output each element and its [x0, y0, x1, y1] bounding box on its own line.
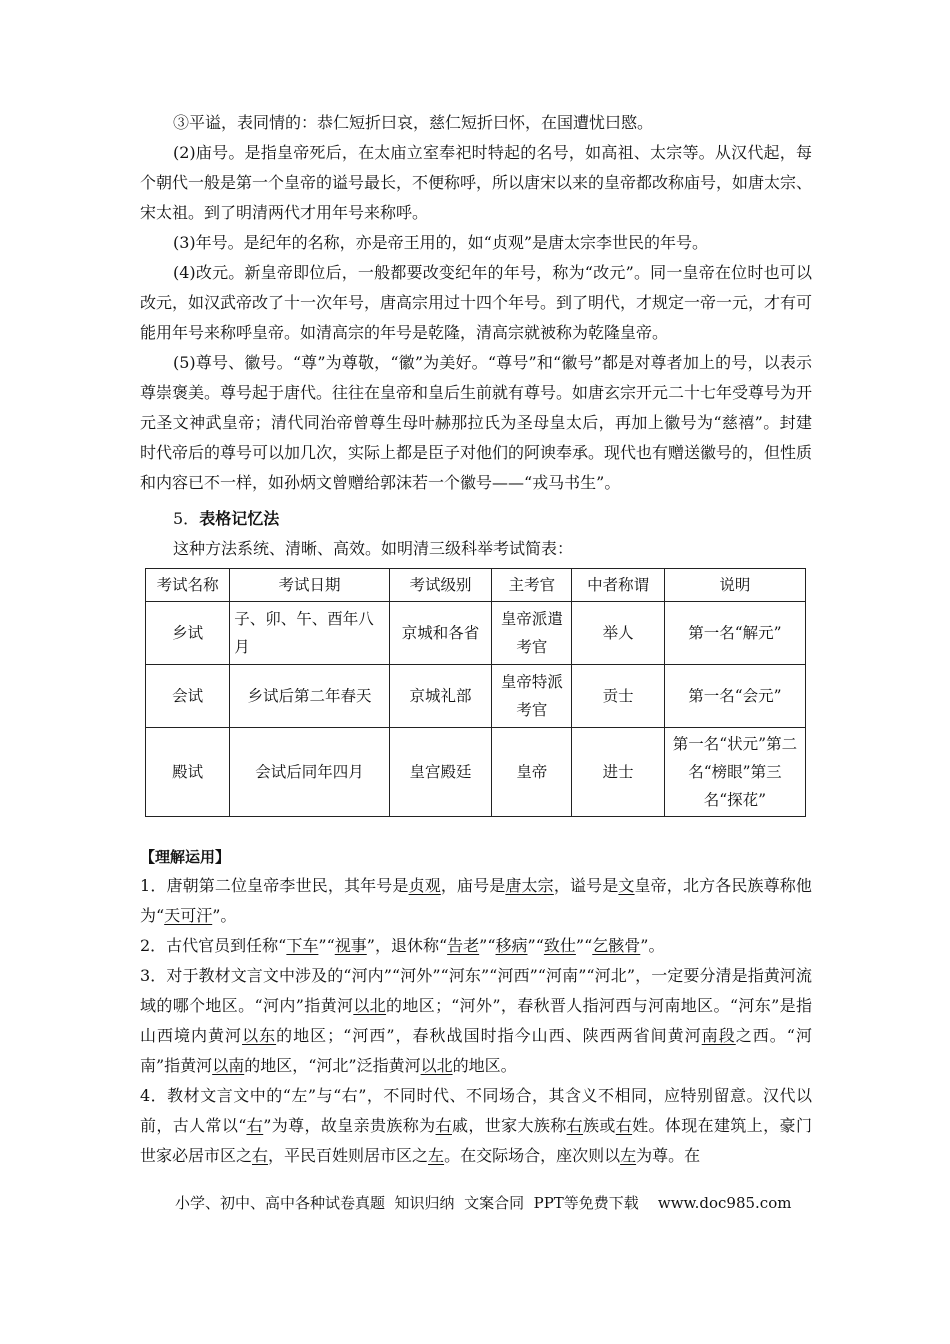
question-3: 3．对于教材文言文中涉及的“河内”“河外”“河东”“河西”“河南”“河北”，一定要分清是指黄河流域的哪个地区。“河内”指黄河以北的地区；“河外”，春秋晋人指河西与河南地区。“河东”是指山西境内黄河以东的地区；“河西”，春秋战国时指今山西、陕西两省间黄河南段之西。“河南”指黄河以南的地区，“河北”泛指黄河以北的地区。	[140, 966, 812, 1075]
table-cell: 皇帝特派考官	[492, 665, 572, 728]
answer-blank: 移病	[495, 936, 528, 955]
table-cell: 贡士	[572, 665, 664, 728]
answer-blank: 下车	[286, 936, 319, 955]
table-cell: 会试后同年四月	[230, 728, 389, 817]
table-header: 说明	[664, 569, 805, 602]
section-5-label: 表格记忆法	[199, 509, 280, 528]
section-5-intro: 这种方法系统、清晰、高效。如明清三级科举考试简表：	[173, 539, 574, 558]
answer-blank: 以北	[420, 1056, 453, 1075]
answer-blank: 右	[246, 1116, 264, 1135]
answer-blank: 右	[566, 1116, 583, 1135]
table-row	[146, 665, 806, 728]
answer-blank: 以南	[212, 1056, 245, 1075]
table-header: 考试名称	[146, 569, 230, 602]
table-cell: 第一名“状元”第二名“榜眼”第三名“探花”	[664, 728, 805, 817]
section-5-title	[140, 504, 812, 534]
answer-blank: 致仕	[543, 936, 576, 955]
paragraph-miaohao: (2)庙号。是指皇帝死后，在太庙立室奉祀时特起的名号，如高祖、太宗等。从汉代起，每个朝代一般是第一个皇帝的谥号最长，不便称呼，所以唐宋以来的皇帝都改称庙号，如唐太宗、宋太祖。到了明清两代才用年号来称呼。	[140, 143, 813, 222]
table-cell: 会试	[146, 665, 230, 728]
table-cell: 殿试	[146, 728, 230, 817]
document-body	[140, 108, 812, 1171]
answer-blank: 南段	[701, 1026, 736, 1045]
answer-blank: 贞观	[408, 876, 441, 895]
answer-blank: 以东	[242, 1026, 277, 1045]
section-5-number: 5．	[173, 509, 200, 528]
table-cell: 皇帝派遣考官	[492, 602, 572, 665]
table-cell: 乡试后第二年春天	[230, 665, 389, 728]
paragraph-gaiyuan: (4)改元。新皇帝即位后，一般都要改变纪年的年号，称为“改元”。同一皇帝在位时也可以改元，如汉武帝改了十一次年号，唐高宗用过十四个年号。到了明代，才规定一帝一元，才有可能用年号来称呼皇帝。如清高宗的年号是乾隆，清高宗就被称为乾隆皇帝。	[140, 263, 813, 342]
table-cell: 举人	[572, 602, 664, 665]
answer-blank: 左	[428, 1146, 445, 1165]
table-row	[146, 728, 806, 817]
table-header: 中者称谓	[572, 569, 664, 602]
table-header: 主考官	[492, 569, 572, 602]
table-row	[146, 602, 806, 665]
question-1: 1．唐朝第二位皇帝李世民，其年号是贞观，庙号是唐太宗，谥号是文皇帝，北方各民族尊称他为“天可汗”。	[140, 876, 812, 925]
keju-exam-table	[145, 568, 806, 817]
answer-blank: 天可汗	[164, 906, 213, 925]
answer-blank: 右	[252, 1146, 269, 1165]
table-cell: 进士	[572, 728, 664, 817]
table-cell: 子、卯、午、酉年八月	[230, 602, 389, 665]
question-4: 4．教材文言文中的“左”与“右”，不同时代、不同场合，其含义不相同，应特别留意。汉代以前，古人常以“右”为尊，故皇亲贵族称为右戚，世家大族称右族或右姓。体现在建筑上，豪门世家必居市区之右，平民百姓则居市区之左。在交际场合，座次则以左为尊。在	[140, 1086, 812, 1165]
answer-blank: 文	[618, 876, 635, 895]
table-cell: 第一名“会元”	[664, 665, 805, 728]
table-header: 考试日期	[230, 569, 389, 602]
table-cell: 皇宫殿廷	[389, 728, 492, 817]
table-header-row	[146, 569, 806, 602]
table-cell: 第一名“解元”	[664, 602, 805, 665]
table-cell: 京城礼部	[389, 665, 492, 728]
answer-blank: 唐太宗	[505, 876, 554, 895]
paragraph-pingshi: ③平谥，表同情的：恭仁短折曰哀，慈仁短折曰怀，在国遭忧曰愍。	[173, 113, 654, 132]
table-cell: 皇帝	[492, 728, 572, 817]
answer-blank: 告老	[447, 936, 480, 955]
answer-blank: 右	[615, 1116, 633, 1135]
answer-blank: 左	[620, 1146, 637, 1165]
page-footer: 小学、初中、高中各种试卷真题 知识归纳 文案合同 PPT等免费下载 www.doc985.com	[175, 1194, 792, 1212]
table-cell: 京城和各省	[389, 602, 492, 665]
answer-blank: 右	[435, 1116, 452, 1135]
practice-heading: 【理解运用】	[140, 848, 231, 866]
paragraph-zunhao: (5)尊号、徽号。“尊”为尊敬，“徽”为美好。“尊号”和“徽号”都是对尊者加上的号，以表示尊崇褒美。尊号起于唐代。往往在皇帝和皇后生前就有尊号。如唐玄宗开元二十七年受尊号为开元圣文神武皇帝；清代同治帝曾尊生母叶赫那拉氏为圣母皇太后，再加上徽号为“慈禧”。封建时代帝后的尊号可以加几次，实际上都是臣子对他们的阿谀奉承。现代也有赠送徽号的，但性质和内容已不一样，如孙炳文曾赠给郭沫若一个徽号——“戎马书生”。	[140, 353, 813, 492]
answer-blank: 视事	[334, 936, 367, 955]
question-2: 2．古代官员到任称“下车”“视事”，退休称“告老”“移病”“致仕”“乞骸骨”。	[140, 936, 665, 955]
answer-blank: 以北	[353, 996, 387, 1015]
table-cell: 乡试	[146, 602, 230, 665]
answer-blank: 乞骸骨	[592, 936, 641, 955]
table-header: 考试级别	[389, 569, 492, 602]
paragraph-nianhao: (3)年号。是纪年的名称，亦是帝王用的，如“贞观”是唐太宗李世民的年号。	[173, 233, 709, 252]
